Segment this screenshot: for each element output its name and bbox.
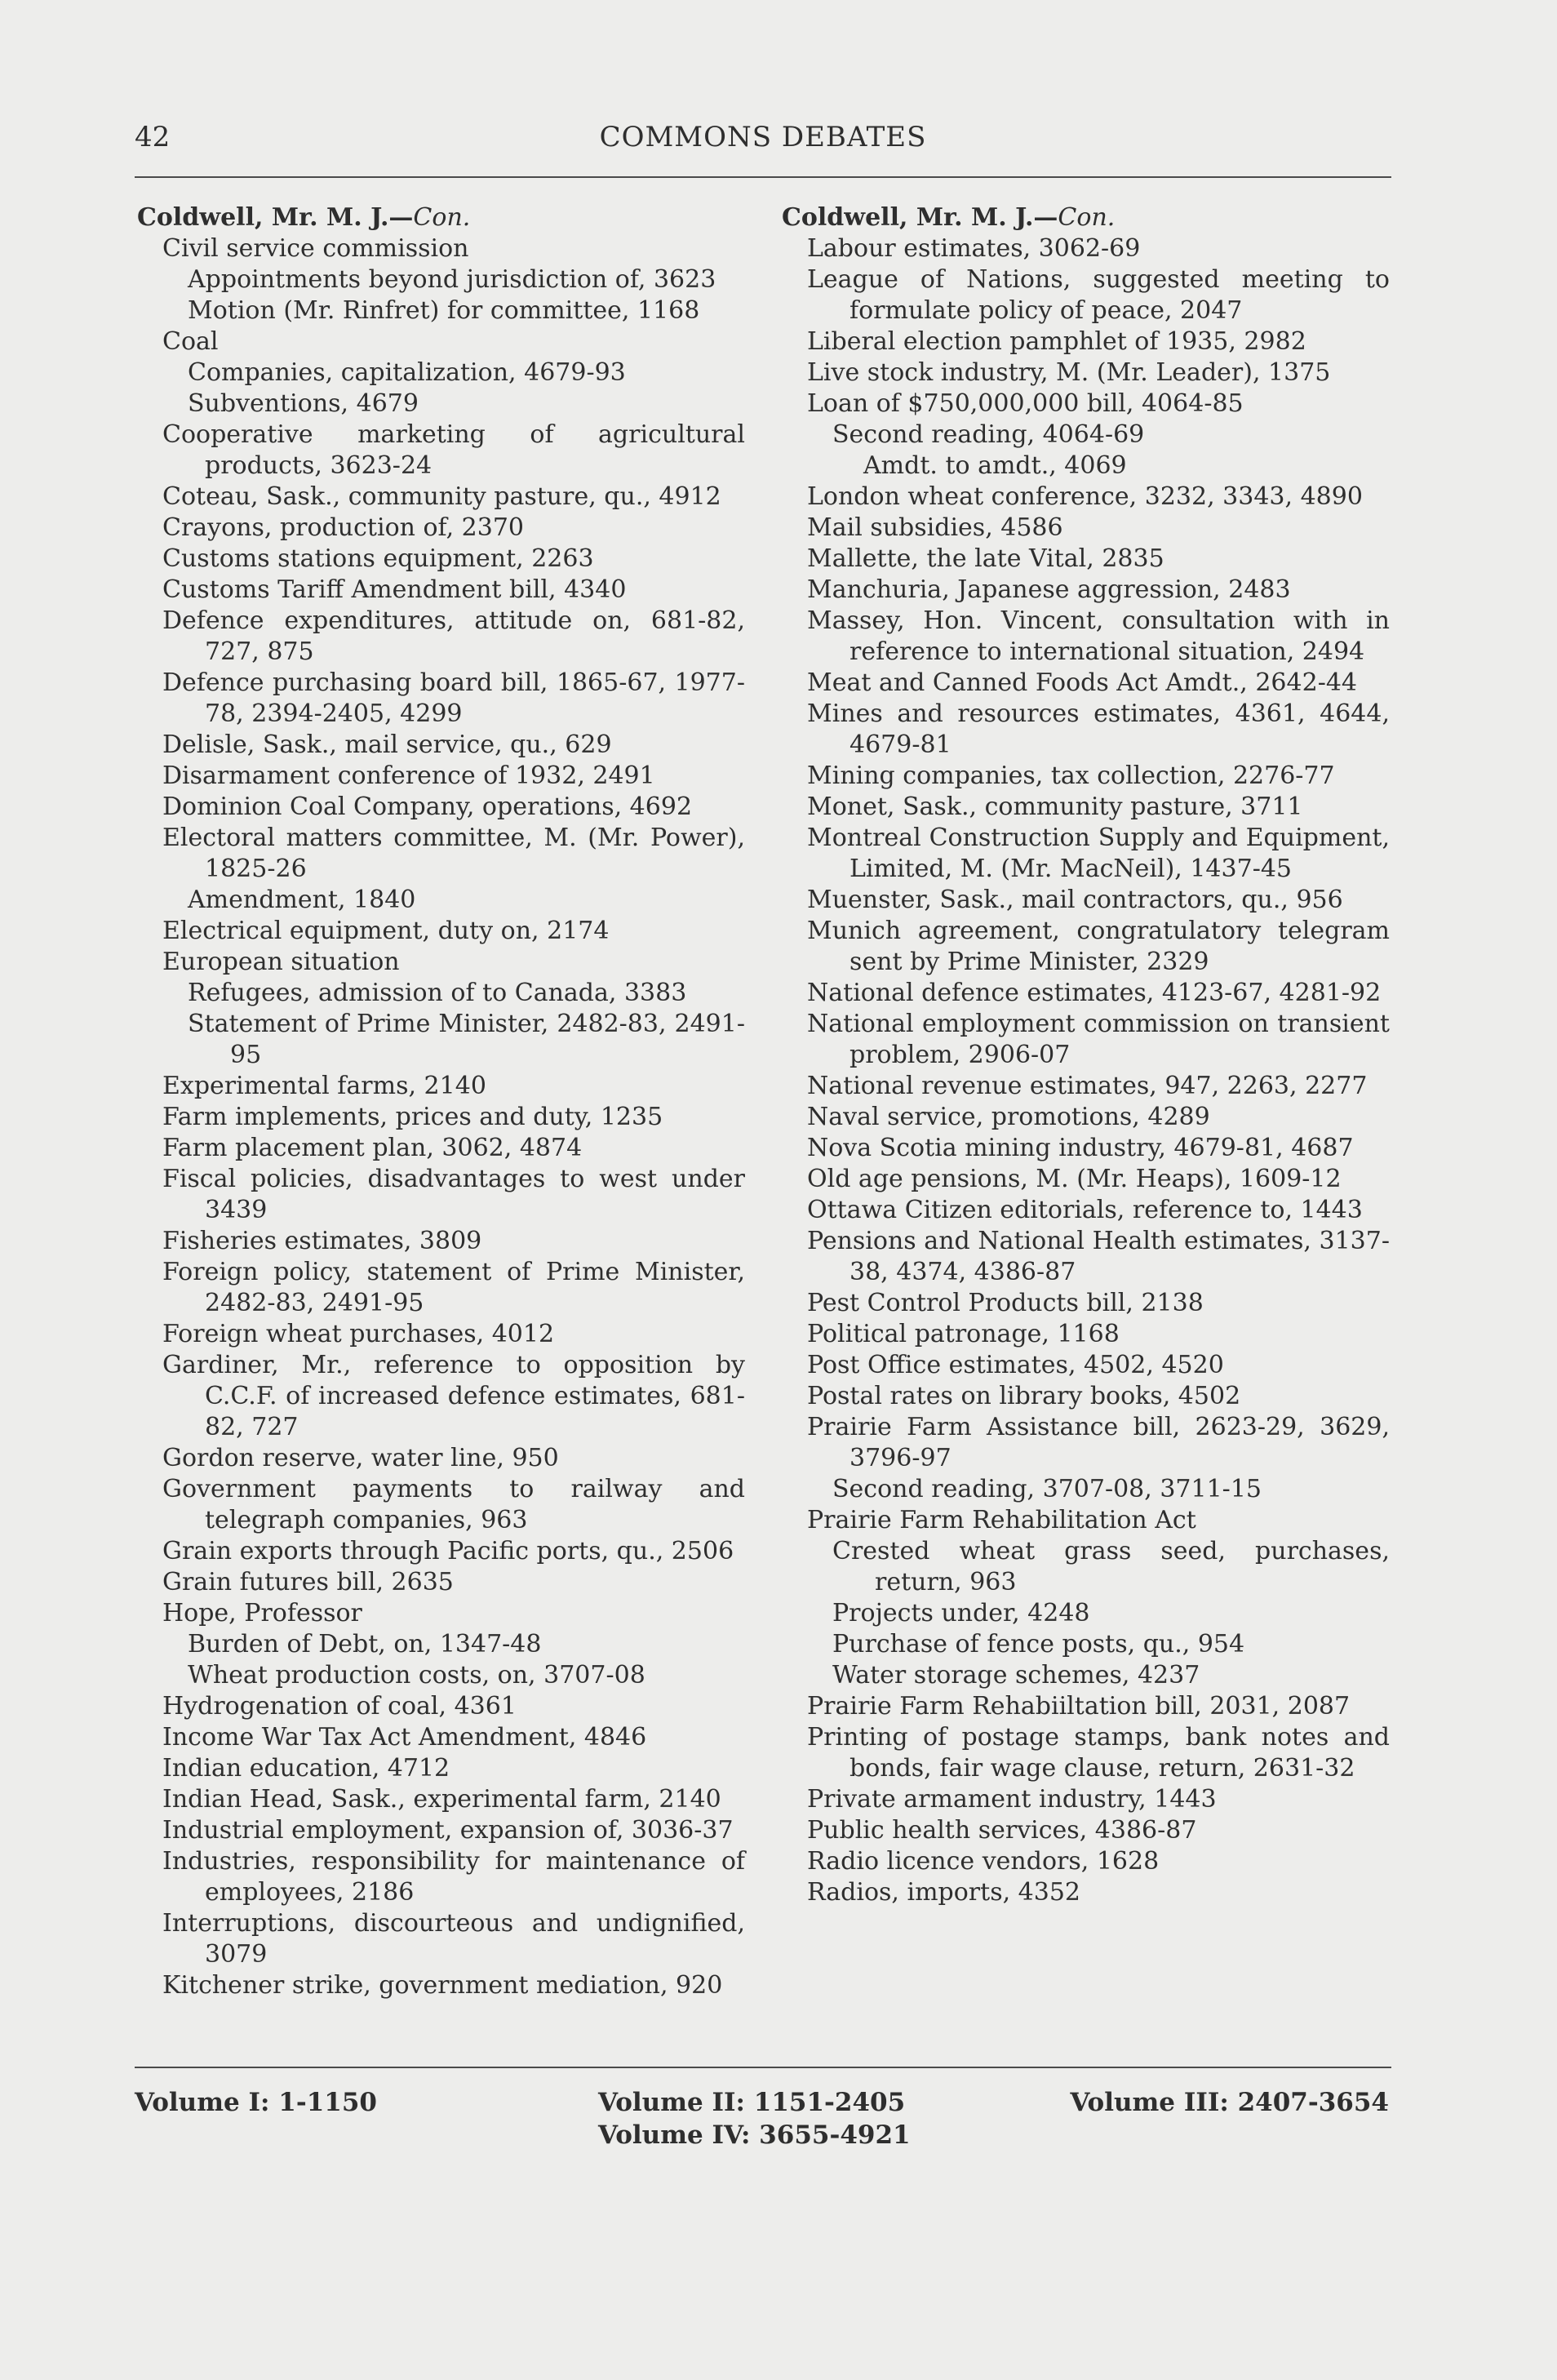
running-title: COMMONS DEBATES bbox=[599, 121, 927, 153]
index-entry: National revenue estimates, 947, 2263, 2277 bbox=[807, 1072, 1368, 1100]
index-entry: Defence expenditures, attitude on, 681-82, 727, 875 bbox=[162, 606, 745, 666]
index-entry: Foreign wheat purchases, 4012 bbox=[162, 1320, 555, 1348]
index-entry: Hydrogenation of coal, 4361 bbox=[162, 1692, 517, 1721]
heading-name: Coldwell, Mr. M. J.— bbox=[782, 203, 1058, 232]
index-entry: London wheat conference, 3232, 3343, 4890 bbox=[807, 482, 1363, 511]
index-entry: Mining companies, tax collection, 2276-77 bbox=[807, 762, 1335, 790]
index-entry: Mail subsidies, 4586 bbox=[807, 513, 1063, 542]
entry-heading bbox=[782, 202, 1390, 233]
index-entry: Monet, Sask., community pasture, 3711 bbox=[807, 793, 1303, 821]
index-entry: Manchuria, Japanese aggression, 2483 bbox=[807, 575, 1291, 604]
index-entry: Appointments beyond jurisdiction of, 3623 bbox=[188, 265, 716, 294]
index-entry: Electrical equipment, duty on, 2174 bbox=[162, 917, 610, 945]
left-column bbox=[137, 202, 745, 2001]
index-entry: Government payments to railway and telegraph companies, 963 bbox=[162, 1475, 745, 1534]
index-entry: Gordon reserve, water line, 950 bbox=[162, 1444, 559, 1472]
index-entry: Farm implements, prices and duty, 1235 bbox=[162, 1103, 663, 1131]
heading-continued: Con. bbox=[1058, 203, 1116, 232]
index-entry: Second reading, 4064-69 bbox=[832, 420, 1145, 449]
left-entries bbox=[137, 233, 745, 2001]
index-entry: Crested wheat grass seed, purchases, return, 963 bbox=[832, 1537, 1390, 1596]
index-entry: Munich agreement, congratulatory telegram sent by Prime Minister, 2329 bbox=[807, 917, 1390, 976]
index-entry: Meat and Canned Foods Act Amdt., 2642-44 bbox=[807, 668, 1358, 697]
index-entry: Amendment, 1840 bbox=[188, 886, 416, 914]
index-entry: Companies, capitalization, 4679-93 bbox=[188, 358, 626, 387]
index-entry: Prairie Farm Assistance bill, 2623-29, 3629, 3796-97 bbox=[807, 1413, 1390, 1472]
index-entry: Electoral matters committee, M. (Mr. Power), 1825-26 bbox=[162, 824, 745, 883]
index-entry: Grain exports through Pacific ports, qu., 2506 bbox=[162, 1537, 734, 1565]
index-entry: Pensions and National Health estimates, 3137-38, 4374, 4386-87 bbox=[807, 1227, 1390, 1286]
index-entry: Fisheries estimates, 3809 bbox=[162, 1227, 482, 1255]
index-entry: Dominion Coal Company, operations, 4692 bbox=[162, 793, 693, 821]
index-entry: Pest Control Products bill, 2138 bbox=[807, 1289, 1204, 1317]
volume-2-range: Volume II: 1151-2405 bbox=[598, 2088, 906, 2117]
index-entry: Nova Scotia mining industry, 4679-81, 4687 bbox=[807, 1134, 1354, 1162]
index-entry: League of Nations, suggested meeting to formulate policy of peace, 2047 bbox=[807, 265, 1390, 325]
index-entry: Hope, Professor bbox=[162, 1599, 362, 1627]
right-column bbox=[782, 202, 1390, 1908]
index-entry: Kitchener strike, government mediation, 920 bbox=[162, 1971, 723, 2000]
index-entry: Massey, Hon. Vincent, consultation with in reference to international situation, 2494 bbox=[807, 606, 1390, 666]
index-entry: Gardiner, Mr., reference to opposition by C.C.F. of increased defence estimates, 681-82, 727 bbox=[162, 1351, 745, 1441]
index-entry: Grain futures bill, 2635 bbox=[162, 1568, 454, 1596]
index-entry: Prairie Farm Rehabilitation Act bbox=[807, 1506, 1196, 1534]
index-entry: Live stock industry, M. (Mr. Leader), 1375 bbox=[807, 358, 1331, 387]
index-entry: Farm placement plan, 3062, 4874 bbox=[162, 1134, 583, 1162]
entry-heading bbox=[137, 202, 745, 233]
index-entry: Liberal election pamphlet of 1935, 2982 bbox=[807, 327, 1306, 356]
index-entry: Purchase of fence posts, qu., 954 bbox=[832, 1630, 1245, 1658]
index-entry: Refugees, admission of to Canada, 3383 bbox=[188, 979, 687, 1007]
index-entry: Ottawa Citizen editorials, reference to, 1443 bbox=[807, 1196, 1363, 1224]
index-entry: Indian education, 4712 bbox=[162, 1754, 450, 1783]
index-entry: Private armament industry, 1443 bbox=[807, 1785, 1217, 1814]
volume-1-range: Volume I: 1-1150 bbox=[135, 2088, 377, 2117]
index-entry: Income War Tax Act Amendment, 4846 bbox=[162, 1723, 647, 1752]
index-entry: Coteau, Sask., community pasture, qu., 4912 bbox=[162, 482, 721, 511]
index-entry: Statement of Prime Minister, 2482-83, 2491-95 bbox=[188, 1010, 745, 1069]
index-entry: Fiscal policies, disadvantages to west under 3439 bbox=[162, 1165, 745, 1224]
index-entry: Indian Head, Sask., experimental farm, 2140 bbox=[162, 1785, 721, 1814]
index-entry: Amdt. to amdt., 4069 bbox=[863, 451, 1127, 480]
index-entry: Post Office estimates, 4502, 4520 bbox=[807, 1351, 1224, 1379]
volume-3-range: Volume III: 2407-3654 bbox=[1070, 2088, 1389, 2117]
right-entries bbox=[782, 233, 1390, 1908]
index-entry: National defence estimates, 4123-67, 4281-92 bbox=[807, 979, 1382, 1007]
index-entry: Political patronage, 1168 bbox=[807, 1320, 1120, 1348]
index-entry: Naval service, promotions, 4289 bbox=[807, 1103, 1210, 1131]
index-entry: Muenster, Sask., mail contractors, qu., 956 bbox=[807, 886, 1343, 914]
volume-4-range: Volume IV: 3655-4921 bbox=[598, 2120, 911, 2150]
footer-rule bbox=[135, 2067, 1391, 2068]
page-number: 42 bbox=[135, 121, 171, 153]
index-entry: Industrial employment, expansion of, 3036-37 bbox=[162, 1816, 734, 1845]
index-entry: Industries, responsibility for maintenance of employees, 2186 bbox=[162, 1847, 745, 1907]
index-entry: Projects under, 4248 bbox=[832, 1599, 1090, 1627]
index-entry: National employment commission on transient problem, 2906-07 bbox=[807, 1010, 1390, 1069]
index-entry: Loan of $750,000,000 bill, 4064-85 bbox=[807, 389, 1244, 418]
index-entry: Prairie Farm Rehabiiltation bill, 2031, 2087 bbox=[807, 1692, 1351, 1721]
index-entry: Customs Tariff Amendment bill, 4340 bbox=[162, 575, 627, 604]
index-entry: Civil service commission bbox=[162, 234, 469, 263]
index-entry: Cooperative marketing of agricultural products, 3623-24 bbox=[162, 420, 745, 480]
index-entry: Postal rates on library books, 4502 bbox=[807, 1382, 1241, 1410]
page-header bbox=[135, 121, 1391, 162]
header-rule bbox=[135, 176, 1391, 178]
index-entry: Radios, imports, 4352 bbox=[807, 1878, 1081, 1907]
index-entry: Disarmament conference of 1932, 2491 bbox=[162, 762, 655, 790]
heading-continued: Con. bbox=[413, 203, 471, 232]
index-entry: Water storage schemes, 4237 bbox=[832, 1661, 1200, 1690]
index-entry: Montreal Construction Supply and Equipment, Limited, M. (Mr. MacNeil), 1437-45 bbox=[807, 824, 1390, 883]
index-entry: Second reading, 3707-08, 3711-15 bbox=[832, 1475, 1262, 1503]
index-entry: Interruptions, discourteous and undignified, 3079 bbox=[162, 1909, 745, 1969]
index-entry: Burden of Debt, on, 1347-48 bbox=[188, 1630, 542, 1658]
index-entry: Labour estimates, 3062-69 bbox=[807, 234, 1141, 263]
heading-name: Coldwell, Mr. M. J.— bbox=[137, 203, 414, 232]
index-entry: Subventions, 4679 bbox=[188, 389, 419, 418]
index-entry: Printing of postage stamps, bank notes and bonds, fair wage clause, return, 2631-32 bbox=[807, 1723, 1390, 1783]
index-entry: Customs stations equipment, 2263 bbox=[162, 544, 594, 573]
index-entry: Coal bbox=[162, 327, 219, 356]
index-entry: Delisle, Sask., mail service, qu., 629 bbox=[162, 730, 612, 759]
index-entry: Public health services, 4386-87 bbox=[807, 1816, 1197, 1845]
index-entry: Experimental farms, 2140 bbox=[162, 1072, 486, 1100]
index-entry: Defence purchasing board bill, 1865-67, 1977-78, 2394-2405, 4299 bbox=[162, 668, 745, 728]
index-entry: Foreign policy, statement of Prime Minister, 2482-83, 2491-95 bbox=[162, 1258, 745, 1317]
index-entry: Motion (Mr. Rinfret) for committee, 1168 bbox=[188, 296, 700, 325]
index-entry: Mines and resources estimates, 4361, 4644, 4679-81 bbox=[807, 699, 1390, 759]
index-entry: Radio licence vendors, 1628 bbox=[807, 1847, 1160, 1876]
index-entry: Wheat production costs, on, 3707-08 bbox=[188, 1661, 645, 1690]
index-entry: Old age pensions, M. (Mr. Heaps), 1609-12 bbox=[807, 1165, 1342, 1193]
index-entry: Mallette, the late Vital, 2835 bbox=[807, 544, 1164, 573]
index-entry: European situation bbox=[162, 948, 400, 976]
index-entry: Crayons, production of, 2370 bbox=[162, 513, 524, 542]
